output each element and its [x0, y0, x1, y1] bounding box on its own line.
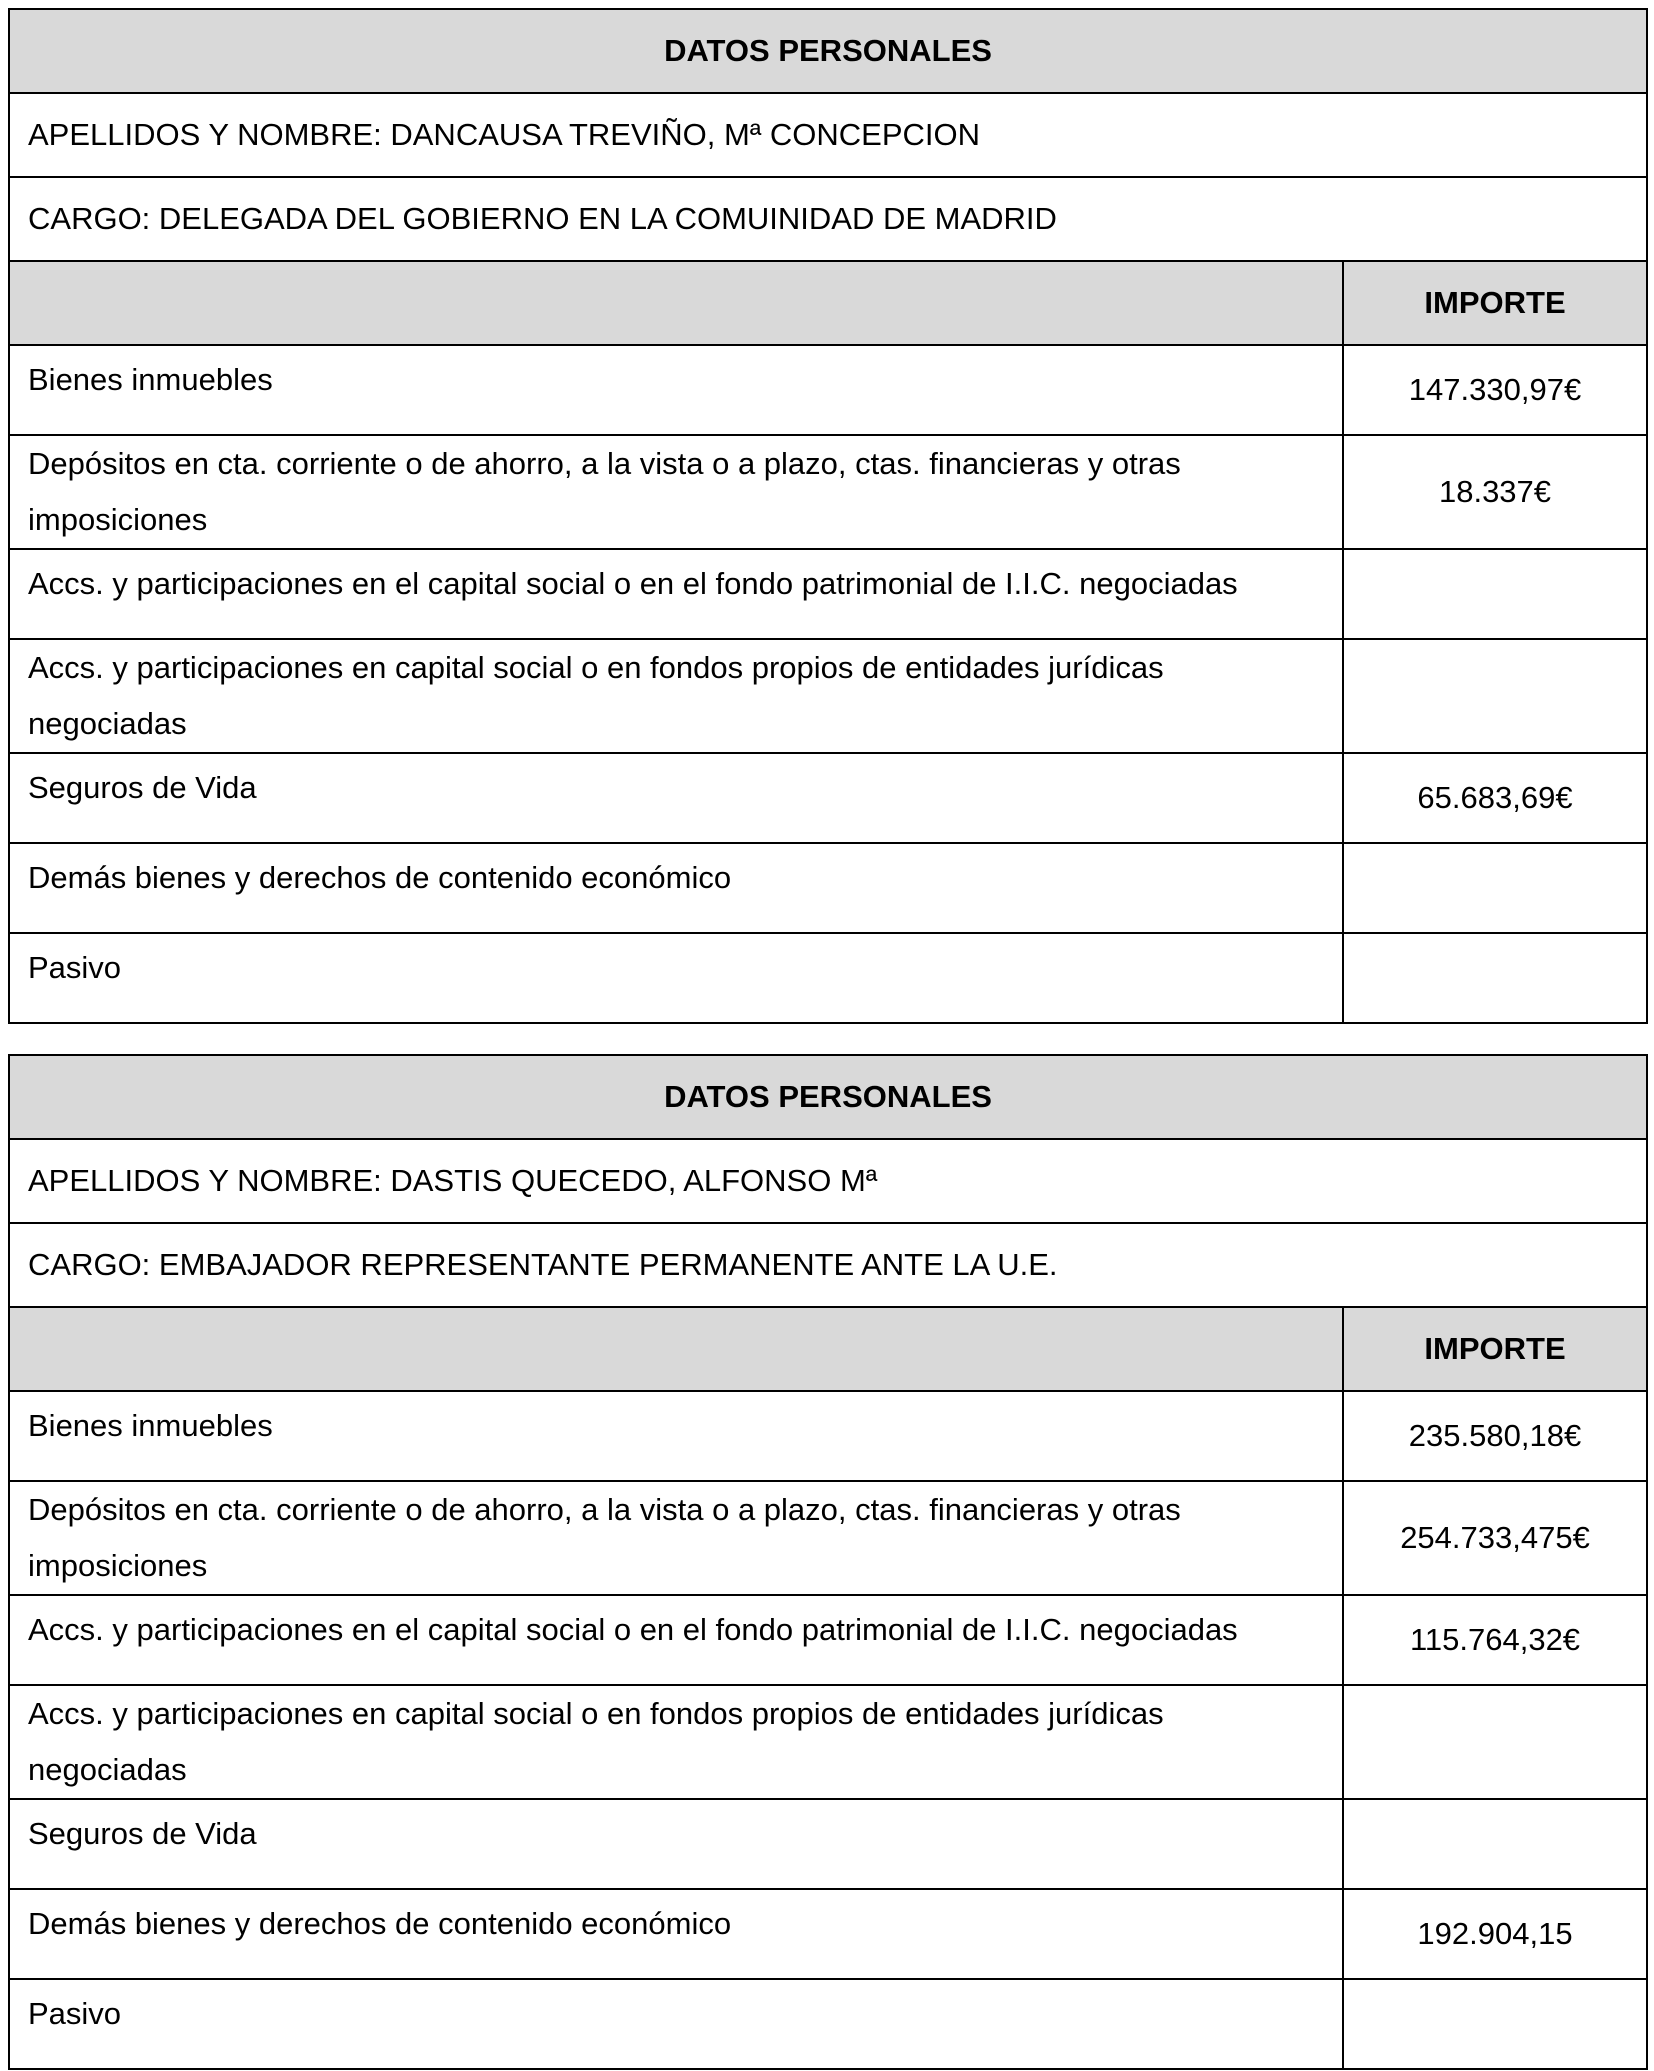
- asset-label: Accs. y participaciones en el capital social o en el fondo patrimonial de I.I.C. negociadas: [9, 549, 1343, 639]
- asset-label: Accs. y participaciones en capital social o en fondos propios de entidades jurídicas negociadas: [9, 1685, 1343, 1799]
- asset-amount: 18.337€: [1343, 435, 1647, 549]
- asset-label: Seguros de Vida: [9, 1799, 1343, 1889]
- empty-header-cell: [9, 1307, 1343, 1391]
- importe-header: IMPORTE: [1343, 261, 1647, 345]
- asset-label: Accs. y participaciones en el capital social o en el fondo patrimonial de I.I.C. negociadas: [9, 1595, 1343, 1685]
- asset-amount: 235.580,18€: [1343, 1391, 1647, 1481]
- asset-label: Demás bienes y derechos de contenido económico: [9, 1889, 1343, 1979]
- cargo-row: [9, 177, 1647, 261]
- asset-row: [9, 1595, 1647, 1685]
- asset-label: Demás bienes y derechos de contenido económico: [9, 843, 1343, 933]
- asset-row: [9, 1889, 1647, 1979]
- asset-row: [9, 843, 1647, 933]
- declaration-table-1: [8, 8, 1648, 1024]
- column-header-row: [9, 261, 1647, 345]
- asset-amount: [1343, 1685, 1647, 1799]
- section-header-row: [9, 1055, 1647, 1139]
- asset-row: [9, 639, 1647, 753]
- cargo-line: CARGO: DELEGADA DEL GOBIERNO EN LA COMUINIDAD DE MADRID: [9, 177, 1647, 261]
- asset-amount: [1343, 933, 1647, 1023]
- asset-label: Depósitos en cta. corriente o de ahorro, a la vista o a plazo, ctas. financieras y otras imposiciones: [9, 435, 1343, 549]
- asset-label: Bienes inmuebles: [9, 1391, 1343, 1481]
- name-row: [9, 1139, 1647, 1223]
- asset-amount: 115.764,32€: [1343, 1595, 1647, 1685]
- asset-label: Pasivo: [9, 933, 1343, 1023]
- declaration-table-2: [8, 1054, 1648, 2070]
- section-header-row: [9, 9, 1647, 93]
- asset-amount: 147.330,97€: [1343, 345, 1647, 435]
- asset-row: [9, 933, 1647, 1023]
- name-row: [9, 93, 1647, 177]
- section-title: DATOS PERSONALES: [9, 1055, 1647, 1139]
- asset-label: Accs. y participaciones en capital social o en fondos propios de entidades jurídicas negociadas: [9, 639, 1343, 753]
- asset-label: Depósitos en cta. corriente o de ahorro, a la vista o a plazo, ctas. financieras y otras imposiciones: [9, 1481, 1343, 1595]
- asset-row: [9, 1979, 1647, 2069]
- asset-amount: [1343, 843, 1647, 933]
- asset-row: [9, 549, 1647, 639]
- asset-row: [9, 1391, 1647, 1481]
- asset-row: [9, 1799, 1647, 1889]
- asset-label: Seguros de Vida: [9, 753, 1343, 843]
- cargo-row: [9, 1223, 1647, 1307]
- asset-amount: [1343, 1799, 1647, 1889]
- asset-amount: 65.683,69€: [1343, 753, 1647, 843]
- asset-amount: [1343, 549, 1647, 639]
- asset-amount: [1343, 1979, 1647, 2069]
- asset-row: [9, 345, 1647, 435]
- cargo-line: CARGO: EMBAJADOR REPRESENTANTE PERMANENTE ANTE LA U.E.: [9, 1223, 1647, 1307]
- asset-row: [9, 435, 1647, 549]
- importe-header: IMPORTE: [1343, 1307, 1647, 1391]
- column-header-row: [9, 1307, 1647, 1391]
- name-line: APELLIDOS Y NOMBRE: DASTIS QUECEDO, ALFONSO Mª: [9, 1139, 1647, 1223]
- asset-row: [9, 1481, 1647, 1595]
- asset-label: Bienes inmuebles: [9, 345, 1343, 435]
- asset-row: [9, 1685, 1647, 1799]
- section-title: DATOS PERSONALES: [9, 9, 1647, 93]
- asset-amount: 254.733,475€: [1343, 1481, 1647, 1595]
- asset-label: Pasivo: [9, 1979, 1343, 2069]
- name-line: APELLIDOS Y NOMBRE: DANCAUSA TREVIÑO, Mª CONCEPCION: [9, 93, 1647, 177]
- asset-row: [9, 753, 1647, 843]
- empty-header-cell: [9, 261, 1343, 345]
- asset-amount: [1343, 639, 1647, 753]
- asset-amount: 192.904,15: [1343, 1889, 1647, 1979]
